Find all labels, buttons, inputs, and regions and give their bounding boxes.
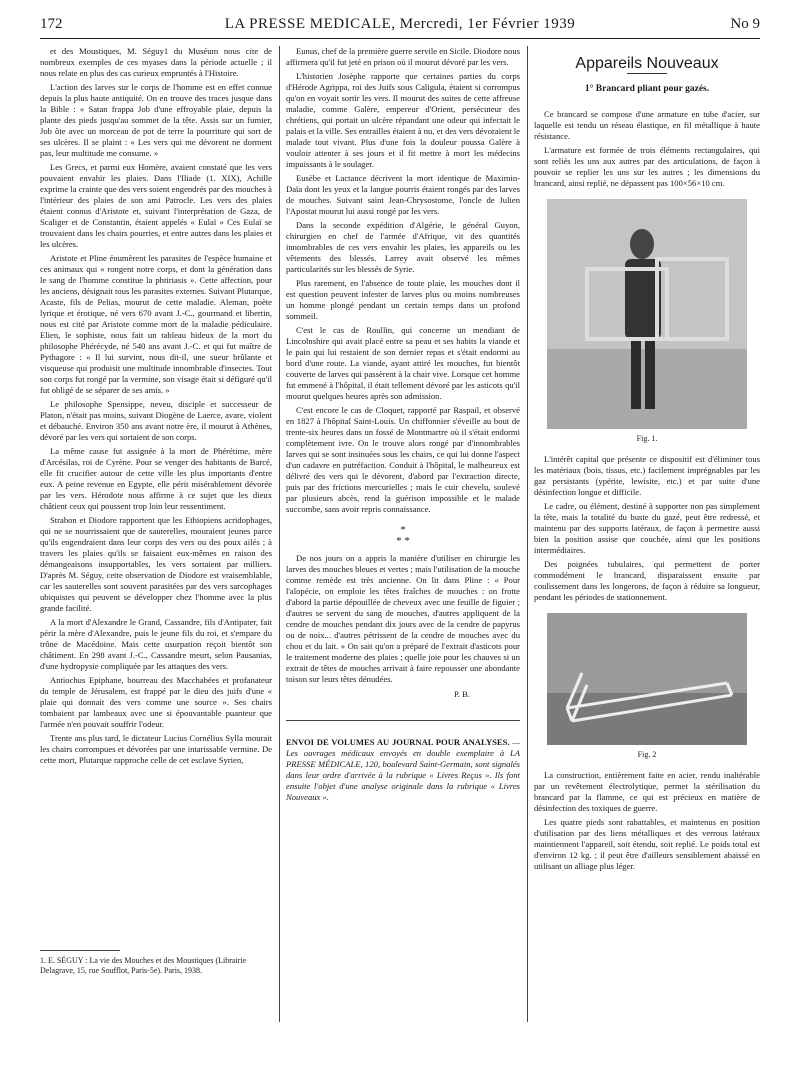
issue-number: No 9 <box>730 16 760 32</box>
title-rule <box>627 73 667 74</box>
paragraph: Eunus, chef de la première guerre servile en Sicile. Diodore nous affirmera qu'il fut jeté en prison où il mourut dévoré par les vers. <box>286 46 520 67</box>
column-3 <box>534 46 760 875</box>
paragraph: La construction, entièrement faite en acier, rendu inaltérable par un revêtement électrolytique, permet la stérilisation du brancard par la flamme, ce qui est précieux en matière de désinfection des toxiques de guerre. <box>534 770 760 813</box>
journal-title: LA PRESSE MEDICALE, Mercredi, 1er Février 1939 <box>224 16 576 32</box>
header-rule <box>40 38 760 39</box>
figure-1-caption: Fig. 1. <box>636 434 658 443</box>
paragraph: et des Moustiques, M. Séguy1 du Muséum nous cite de nombreux exemples de ces myases dans la période actuelle ; il nous relate en plus des cas curieux empruntés à l'Histoire. <box>40 46 272 78</box>
column-divider <box>279 46 280 1022</box>
paragraph: C'est encore le cas de Cloquet, rapporté par Raspail, et observé en 1827 à l'hôpital Saint-Louis. Un chiffonnier s'éveille au bout de trente-six heures dans un fossé de Montmartre où il s'était endormi complètement ivre. On le trouve alors rongé par d'innombrables larves qui se sont insinuées sous les chairs, ce qui lui donne l'aspect d'un cadavre en putréfaction. Conduit à l'hôpital, le malheureux est délivré des vers qui le dévorent, d'abord par l'extraction directe, puis par des frictions mercurielles ; mais le cuir chevelu, soulevé par plusieurs abcès, rend la guérison impossible et le malade succombe, sans avoir repris connaissance. <box>286 405 520 514</box>
paragraph: Le philosophe Spensippe, neveu, disciple et successeur de Platon, n'était pas moins, suivant Diogène de Laerce, avare, violent et débauché. Environ 350 ans avant notre ère, il mourut à Athènes, dévoré par les vers qui sortaient de son corps. <box>40 399 272 442</box>
stretcher-carried-photo <box>547 199 747 429</box>
column-divider <box>527 46 528 1022</box>
paragraph: L'armature est formée de trois éléments rectangulaires, qui sont reliés les uns aux autres par des articulations, de façon à pouvoir se replier les uns sur les autres ; les dimensions du brancard, ainsi replié, ne dépassent pas 100×56×10 cm. <box>534 145 760 188</box>
paragraph: L'historien Josèphe rapporte que certaines parties du corps d'Hérode Agrippa, roi des Juifs sous Caligula, étaient si corrompus qu'on en voyait sortir les vers. Il mourut des suites de cette affreuse maladie, comme Galère, empereur d'Orient, persécuteur des chrétiens, qui portait un ulcère répandant une odeur qui infectait le palais et la ville. Ses entrailles étaient à nu, et des vers dévoraient le malade tout vivant. Plus d'une fois la douleur poussa Galère à vouloir attenter à ses jours et il fit mettre à mort les médecins impuissants à le soulager. <box>286 71 520 169</box>
paragraph: Eusèbe et Lactance décrivent la mort identique de Maximin-Daïa dont les yeux et la langue pourris étaient rongés par des larves de mouches. Suivant saint Jean-Chrysostome, l'oncle de Julien l'Apostat mourut lui aussi rongé par les vers. <box>286 173 520 216</box>
stretcher-open-photo <box>547 613 747 745</box>
paragraph: A la mort d'Alexandre le Grand, Cassandre, fils d'Antipater, fait périr la mère d'Alexandre, puis le jeune fils du roi, et s'empare du trône de Macédoine. Mais cette usurpation reçoit bientôt son châtiment. En 298 avant J.-C., Cassandre meurt, selon Pausanias, d'une hydropysie compliquée par les attaques des vers. <box>40 617 272 671</box>
column-2 <box>286 46 520 803</box>
figure-2-caption: Fig. 2 <box>637 750 657 759</box>
paragraph: Des poignées tubulaires, qui permettent de porter commodément le brancard, disparaissent ensuite par coulissement dans les longerons, de façon à réduire sa longueur, pendant les périodes de stationnement. <box>534 559 760 602</box>
figure-2-photo <box>547 613 747 745</box>
footnote-rule <box>40 950 120 951</box>
paragraph: Aristote et Pline énumèrent les parasites de l'espèce humaine et ces animaux qui « rongent notre corps, et dont la génération dans le sang de l'homme constitue la phtiriasis ». Cette affection, pour les anciens, désignait tous les parasites externes. Suivant Plutarque, Acaste, fils de Pelias, mourut de cette maladie. Aleman, poète lyrique et érotique, né vers 670 avant J.-C., gourmand et libertin, nous est cité par Aristote comme mort de la maladie pédiculaire. Elien, le sophiste, nous fait un tableau hideux de la mort du philosophe Phérécyde, né 540 ans avant J.-C. et qui fut maître de Pythagore : « Il lui survint, nous dit-il, une sueur brûlante et visqueuse qui produisit une multitude innombrable d'insectes. Tout son corps fut rongé par la vermine, son visage était si défiguré qu'il fut obligé de se séparer de ses amis. » <box>40 253 272 395</box>
paragraph: Ce brancard se compose d'une armature en tube d'acier, sur laquelle est tendu un réseau élastique, en fil métallique à haute résistance. <box>534 109 760 141</box>
column-1 <box>40 46 272 769</box>
section-stars: * * * <box>396 524 410 547</box>
footnote: 1. E. SÉGUY : La vie des Mouches et des Moustiques (Librairie Delagrave, 15, rue Soufflot, Paris-5e). Paris, 1938. <box>40 956 247 975</box>
paragraph: Strabon et Diodore rapportent que les Ethiopiens acridophages, qui ne se nourrissaient que de sauterelles, mouraient jeunes parce qu'ils engendraient dans leur corps des vers ou des poux ailés ; à travers les plaies qu'ils se faisaient eux-mêmes en raison des démangeaisons insupportables, les vers sortaient par milliers. D'après M. Séguy, cette observation de Diodore est vraisemblable, car les sauterelles sont souvent parasitées par des vers sarcophages ubiquistes qui peuvent se développer chez l'homme avec la plus grande facilité. <box>40 515 272 613</box>
paragraph: L'intérêt capital que présente ce dispositif est d'éliminer tous les matériaux (bois, tissus, etc.) facilement imprégnables par les gaz persistants (ypérite, lewisite, etc.) et par suite d'une désinfection longue et difficile. <box>534 454 760 497</box>
paragraph: L'action des larves sur le corps de l'homme est en effet connue depuis la plus haute antiquité. On en trouve des traces jusque dans la Bible : « Satan frappa Job d'une effroyable plaie, depuis la plante des pieds jusqu'au sommet de la tête. Assis sur un fumier, Job ôte avec un morceau de pot de terre la pourriture qui sort de ses ulcères. Il se plaint : « Les vers qui me dévorent ne dorment pas, leur multitude me consume. » <box>40 82 272 158</box>
paragraph: Antiochus Epiphane, bourreau des Macchabées et profanateur du temple de Jérusalem, est frappé par le dieu des juifs d'une « plaie qui donnait des vers comme une source ». Ses chairs tombaient par lambeaux avec une si épouvantable puanteur que l'armée n'en pouvait souffrir l'odeur. <box>40 675 272 729</box>
subsection-title: 1° Brancard pliant pour gazés. <box>584 84 710 94</box>
envoi-notice <box>286 720 520 803</box>
section-title: Appareils Nouveaux <box>575 55 719 72</box>
paragraph: Trente ans plus tard, le dictateur Lucius Cornélius Sylla mourait les chairs corrompues et dévorées par une intarissable vermine. De cette mort, Plutarque rapproche celle de cet esclave Syrien, <box>40 733 272 765</box>
envoi-body: — Les ouvrages médicaux envoyés en double exemplaire à LA PRESSE MÉDICALE, 120, boulevard Saint-Germain, sont signalés dans leur ordre d'arrivée à la rubrique « Livres Reçus ». Ils font ensuite l'objet d'une analyse originale dans la rubrique « Livres Nouveaux ». <box>286 737 520 802</box>
paragraph: Les quatre pieds sont rabattables, et maintenus en position d'utilisation par des liens métalliques et des verrous latéraux maintiennent l'appareil, soit étendu, soit replié. Le poids total est d'environ 12 kg. ; il peut être d'ailleurs sensiblement abaissé en utilisant un alliage plus léger. <box>534 817 760 871</box>
signature: P. B. <box>453 689 470 699</box>
figure-1-photo <box>547 199 747 429</box>
paragraph: Plus rarement, en l'absence de toute plaie, les mouches dont il est question peuvent infester de larves plus ou moins nombreuses un homme plongé pendant un certain temps dans un profond sommeil. <box>286 278 520 321</box>
paragraph: La même cause fut assignée à la mort de Phérétime, mère d'Arcésilas, roi de Cyrène. Pour se venger des habitants de Barcé, elle fit crucifier autour de cette ville les plus importants d'entre eux. A peine revenue en Egypte, elle périt misérablement dévorée par les vers. Hérodote nous affirme à ce sujet que les dieux châtient ceux qui poussent trop loin leur ressentiment. <box>40 446 272 511</box>
page-header <box>40 14 760 38</box>
paragraph: Les Grecs, et parmi eux Homère, avaient constaté que les vers pouvaient envahir les plaies. Dans l'Iliade (1. XIX), Achille exprime la crainte que des vers soient engendrés par des mouches à l'intérieur des plaies de son ami Patrocle. Les vers des plaies étaient connus d'Aristote et, suivant l'interprétation de Gaza, de Scaliger et de Constantin, étaient appelés « Eulaï » Ces Eulaï se trouvaient dans les chairs pourries, et entre autres dans les plaies et les ulcères. <box>40 162 272 249</box>
envoi-heading: ENVOI DE VOLUMES AU JOURNAL POUR ANALYSES. <box>286 737 510 747</box>
paragraph: C'est le cas de Roullin, qui concerne un mendiant de Lincolnshire qui avait placé entre sa peau et ses habits la viande et le pain qui lui restaient de son dernier repas et s'était endormi au bord d'une route. La viande, ayant attiré les mouches, fut bientôt couverte de larves qui passèrent à la chair vive. Lorsque cet homme fut emmené à l'hôpital, il était tellement dévoré par les asticots qu'il mourut quelques heures après son admission. <box>286 325 520 401</box>
page-number: 172 <box>40 16 63 32</box>
paragraph: De nos jours on a appris la manière d'utiliser en chirurgie les larves des mouches bleues et vertes ; mais l'utilisation de la mouche comme remède est très ancienne. On lit dans Pline : « Pour l'alopécie, on emploie les têtes fraîches de mouches : on frotte d'abord la partie dépouillée de cheveux avec une feuille de figuier ; d'autres se servent du sang de mouches, d'autres appliquent de la cendre de mouches pendant dix jours avec de la cendre de papyrus ou de noix... d'autres pétrissent de la cendre de mouches avec du chou et du lait. » On sait qu'on a préparé de l'extrait d'asticots pour le traitement moderne des plaies ; quelle joie pour les chauves si un extrait de têtes de mouches arrivait à faire repousser une abondante toison sur leurs têtes dénudées. <box>286 553 520 684</box>
paragraph: Le cadre, ou élément, destiné à supporter non pas simplement la tête, mais la totalité du buste du gazé, peut être redressé, et maintenu par des supports latéraux, de façon à permettre aussi bien la position assise que couchée, ainsi que les positions intermédiaires. <box>534 501 760 555</box>
paragraph: Dans la seconde expédition d'Algérie, le général Guyon, chirurgien en chef de l'armée d'Afrique, vit des quantités innombrables de ces vers envahir les plaies, les appareils ou les vêtements des blessés. Larrey avait observé les mêmes particularités sur les blessés de Syrie. <box>286 220 520 274</box>
